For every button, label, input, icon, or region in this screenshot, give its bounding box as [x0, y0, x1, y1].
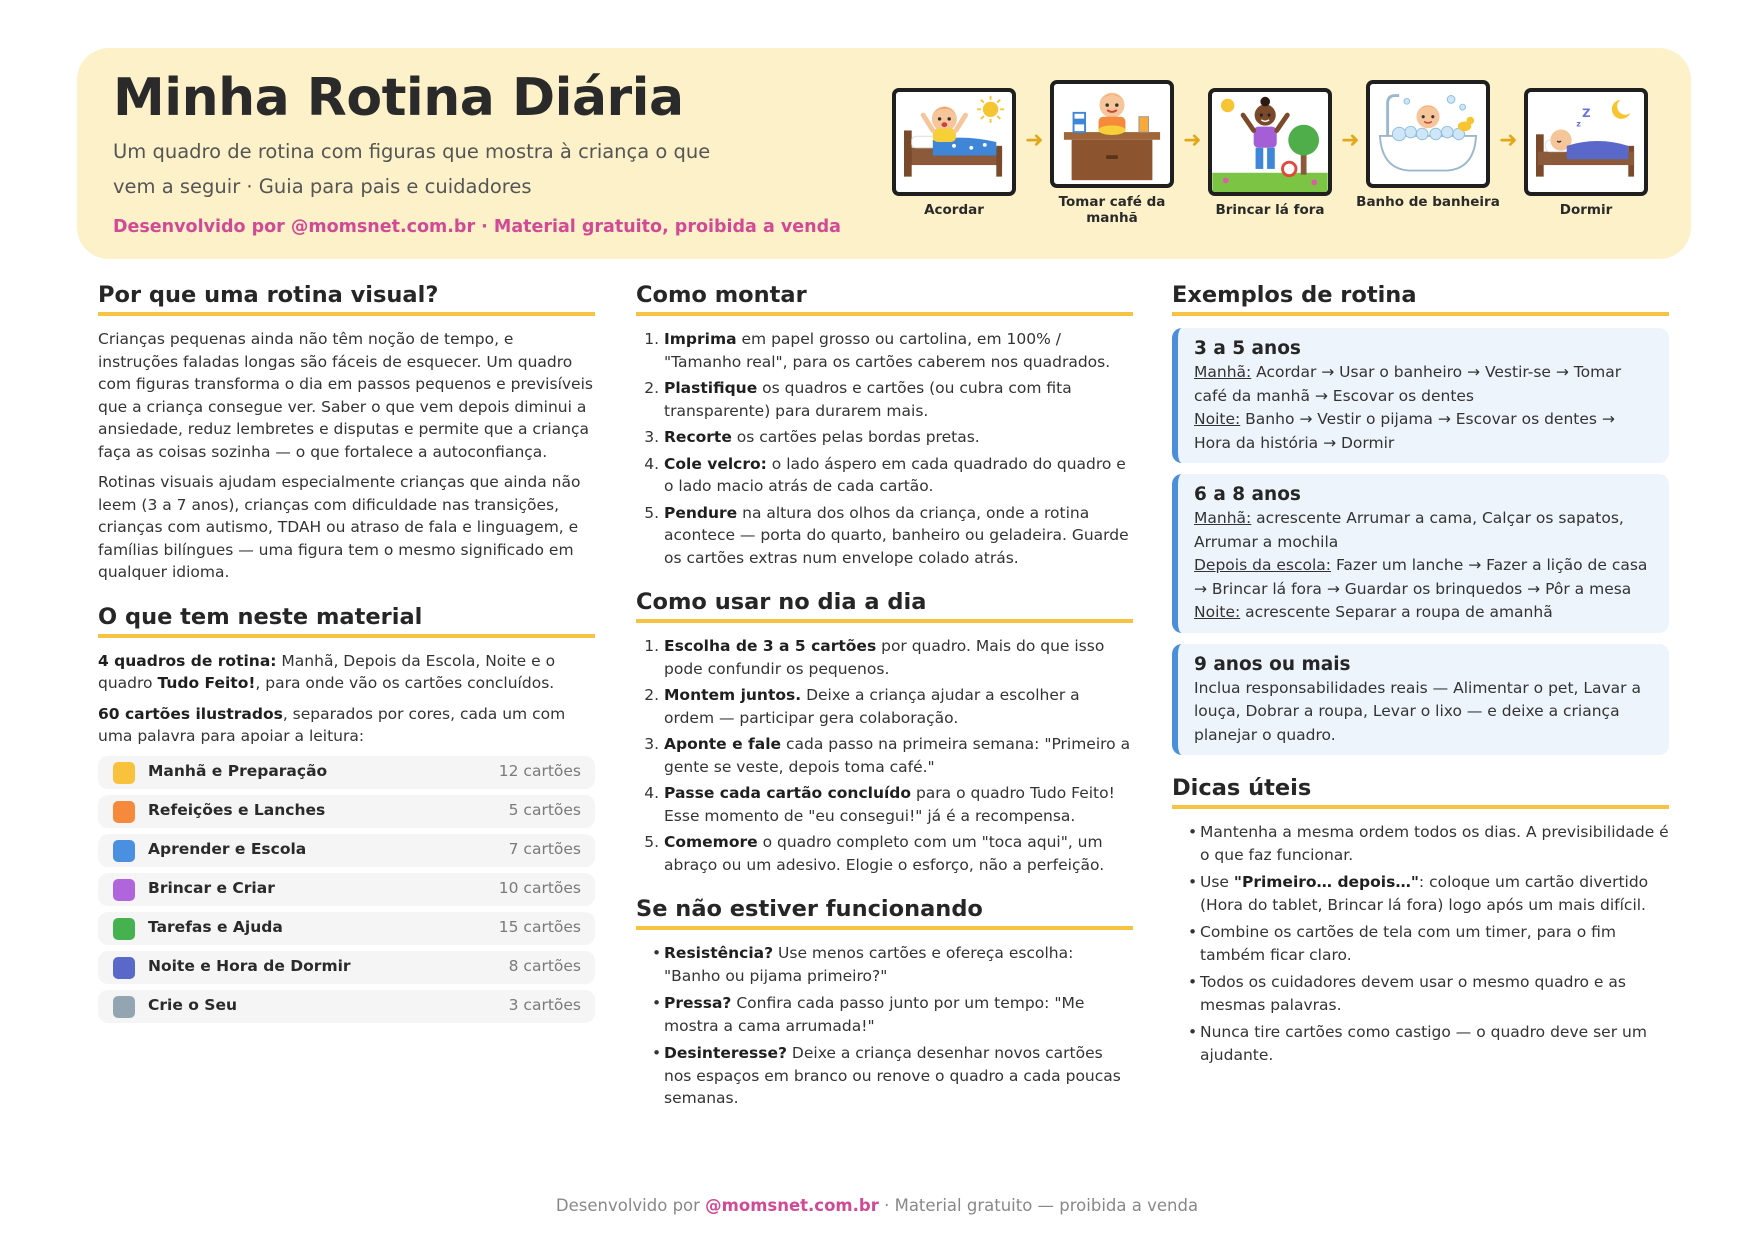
list-item: 2. Montem juntos. Deixe a criança ajudar a escolher a ordem — participar gera colaboração. [664, 684, 1133, 729]
category-count: 3 cartões [508, 995, 581, 1014]
credit-line: Desenvolvido por @momsnet.com.br · Material gratuito, proibida a venda [113, 217, 841, 237]
category-count: 7 cartões [508, 839, 581, 858]
list-item: 3. Recorte os cartões pelas bordas pretas. [664, 426, 1133, 449]
header-banner [77, 48, 1691, 259]
category-row [98, 990, 595, 1023]
category-row [98, 756, 595, 789]
category-color-swatch [113, 879, 135, 901]
column-right [1172, 282, 1669, 1071]
list-item: 1. Imprima em papel grosso ou cartolina, em 100% / "Tamanho real", para os cartões caberem nos quadrados. [664, 328, 1133, 373]
category-name: Crie o Seu [148, 995, 237, 1014]
section-title-setup: Como montar [636, 282, 1133, 316]
page-title: Minha Rotina Diária [113, 68, 684, 128]
list-item: 4. Passe cada cartão concluído para o quadro Tudo Feito! Esse momento de "eu consegui!" já é a recompensa. [664, 782, 1133, 827]
section-title-tips: Dicas úteis [1172, 775, 1669, 809]
category-color-swatch [113, 801, 135, 823]
sleeping-child-icon [1524, 88, 1648, 196]
example-line: Manhã: acrescente Arrumar a cama, Calçar os sapatos, Arrumar a mochila [1194, 509, 1624, 551]
section-title-examples: Exemplos de rotina [1172, 282, 1669, 316]
list-item: 5. Pendure na altura dos olhos da criança, onde a rotina acontece — porta do quarto, banheiro ou geladeira. Guarde os cartões extras num envelope colado atrás. [664, 502, 1133, 570]
category-color-swatch [113, 957, 135, 979]
section-title-daily: Como usar no dia a dia [636, 589, 1133, 623]
step-label: Tomar café da manhã [1058, 194, 1166, 226]
category-row [98, 795, 595, 828]
category-row [98, 834, 595, 867]
example-card [1172, 474, 1669, 633]
footer: Desenvolvido por @momsnet.com.br · Material gratuito — proibida a venda [555, 1196, 1199, 1215]
list-item: 2. Plastifique os quadros e cartões (ou cubra com fita transparente) para durarem mais. [664, 377, 1133, 422]
contents-cards: 60 cartões ilustrados, separados por cores, cada um com uma palavra para apoiar a leitura: [98, 704, 566, 745]
example-card [1172, 328, 1669, 463]
category-count: 5 cartões [508, 800, 581, 819]
step-arrow-icon: ➜ [1025, 128, 1044, 153]
list-item: • Nunca tire cartões como castigo — o quadro deve ser um ajudante. [1200, 1021, 1669, 1066]
list-item: • Desinteresse? Deixe a criança desenhar novos cartões nos espaços em branco ou renove o quadro a cada poucas semanas. [664, 1042, 1133, 1110]
routine-strip [892, 80, 1682, 240]
category-color-swatch [113, 996, 135, 1018]
category-color-swatch [113, 762, 135, 784]
step-label: Brincar lá fora [1215, 202, 1325, 218]
list-item: 1. Escolha de 3 a 5 cartões por quadro. Mais do que isso pode confundir os pequenos. [664, 635, 1133, 680]
troubleshoot-list [636, 942, 1133, 1110]
example-age: 3 a 5 anos [1194, 338, 1301, 359]
playing-outside-icon [1208, 88, 1332, 196]
example-line: Noite: Banho → Vestir o pijama → Escovar os dentes → Hora da história → Dormir [1194, 410, 1615, 452]
step-arrow-icon: ➜ [1499, 128, 1518, 153]
example-age: 9 anos ou mais [1194, 653, 1351, 675]
page-subtitle: Um quadro de rotina com figuras que mostra à criança o que vem a seguir · Guia para pais e cuidadores [113, 140, 711, 198]
bathtub-child-icon [1366, 80, 1490, 188]
example-line: Manhã: Acordar → Usar o banheiro → Vestir-se → Tomar café da manhã → Escovar os dentes [1194, 363, 1622, 405]
category-row [98, 951, 595, 984]
category-count: 12 cartões [498, 761, 581, 780]
category-count: 15 cartões [498, 917, 581, 936]
waking-child-icon [892, 88, 1016, 196]
step-label: Acordar [924, 202, 984, 218]
example-card [1172, 644, 1669, 756]
category-count: 10 cartões [498, 878, 581, 897]
column-left [98, 282, 595, 1029]
list-item: • Pressa? Confira cada passo junto por um tempo: "Me mostra a cama arrumada!" [664, 992, 1133, 1037]
section-title-why: Por que uma rotina visual? [98, 282, 595, 316]
example-age: 6 a 8 anos [1194, 484, 1301, 505]
section-title-contents: O que tem neste material [98, 604, 595, 638]
section-title-troubleshoot: Se não estiver funcionando [636, 896, 1133, 930]
daily-steps [636, 635, 1133, 876]
contents-boards: 4 quadros de rotina: Manhã, Depois da Escola, Noite e o quadro Tudo Feito!, para onde vão os cartões concluídos. [98, 651, 556, 692]
list-item: • Resistência? Use menos cartões e ofereça escolha: "Banho ou pijama primeiro?" [664, 942, 1133, 987]
list-item: 3. Aponte e fale cada passo na primeira semana: "Primeiro a gente se veste, depois toma café." [664, 733, 1133, 778]
step-label: Banho de banheira [1356, 194, 1500, 210]
list-item: 5. Comemore o quadro completo com um "toca aqui", um abraço ou um adesivo. Elogie o esforço, não a perfeição. [664, 831, 1133, 876]
category-name: Brincar e Criar [148, 878, 275, 897]
category-list [98, 756, 595, 1023]
list-item: 4. Cole velcro: o lado áspero em cada quadrado do quadro e o lado macio atrás de cada cartão. [664, 453, 1133, 498]
category-name: Manhã e Preparação [148, 761, 328, 780]
category-name: Aprender e Escola [148, 839, 307, 858]
setup-steps [636, 328, 1133, 569]
step-label: Dormir [1559, 202, 1613, 218]
why-paragraph-1: Crianças pequenas ainda não têm noção de tempo, e instruções faladas longas são fáceis de esquecer. Um quadro com figuras transforma o dia em passos pequenos e previsíveis que a criança consegue ver. Saber o que vem depois diminui a ansiedade, reduz lembretes e disputas e permite que a criança faça as coisas sozinha — o que fortalece a autoconfiança. [98, 330, 593, 461]
tips-list [1172, 821, 1669, 1066]
why-paragraph-2: Rotinas visuais ajudam especialmente crianças que ainda não leem (3 a 7 anos), crianças com dificuldade nas transições, crianças com autismo, TDAH ou atraso de fala e linguagem, e famílias bilíngues — uma figura tem o mesmo significado em qualquer idioma. [98, 473, 581, 581]
category-color-swatch [113, 918, 135, 940]
category-name: Tarefas e Ajuda [148, 917, 283, 936]
step-arrow-icon: ➜ [1183, 128, 1202, 153]
list-item: • Combine os cartões de tela com um timer, para o fim também ficar claro. [1200, 921, 1669, 966]
example-line: Depois da escola: Fazer um lanche → Fazer a lição de casa → Brincar lá fora → Guardar os brinquedos → Pôr a mesa [1194, 556, 1648, 598]
breakfast-child-icon [1050, 80, 1174, 188]
list-item: • Use "Primeiro… depois…": coloque um cartão divertido (Hora do tablet, Brincar lá fora) logo após um mais difícil. [1200, 871, 1669, 916]
svg-text:z: z [1576, 119, 1581, 129]
example-line: Inclua responsabilidades reais — Alimentar o pet, Lavar a louça, Dobrar a roupa, Levar o lixo — e deixe a criança planejar o quadro. [1194, 678, 1641, 744]
column-middle [636, 282, 1133, 1115]
footer-handle-link[interactable]: @momsnet.com.br [705, 1196, 879, 1215]
step-arrow-icon: ➜ [1341, 128, 1360, 153]
category-row [98, 873, 595, 906]
category-count: 8 cartões [508, 956, 581, 975]
list-item: • Mantenha a mesma ordem todos os dias. A previsibilidade é o que faz funcionar. [1200, 821, 1669, 866]
svg-text:Z: Z [1582, 106, 1591, 120]
category-name: Noite e Hora de Dormir [148, 956, 351, 975]
category-color-swatch [113, 840, 135, 862]
category-name: Refeições e Lanches [148, 800, 326, 819]
example-line: Noite: acrescente Separar a roupa de amanhã [1194, 603, 1553, 621]
list-item: • Todos os cuidadores devem usar o mesmo quadro e as mesmas palavras. [1200, 971, 1669, 1016]
category-row [98, 912, 595, 945]
